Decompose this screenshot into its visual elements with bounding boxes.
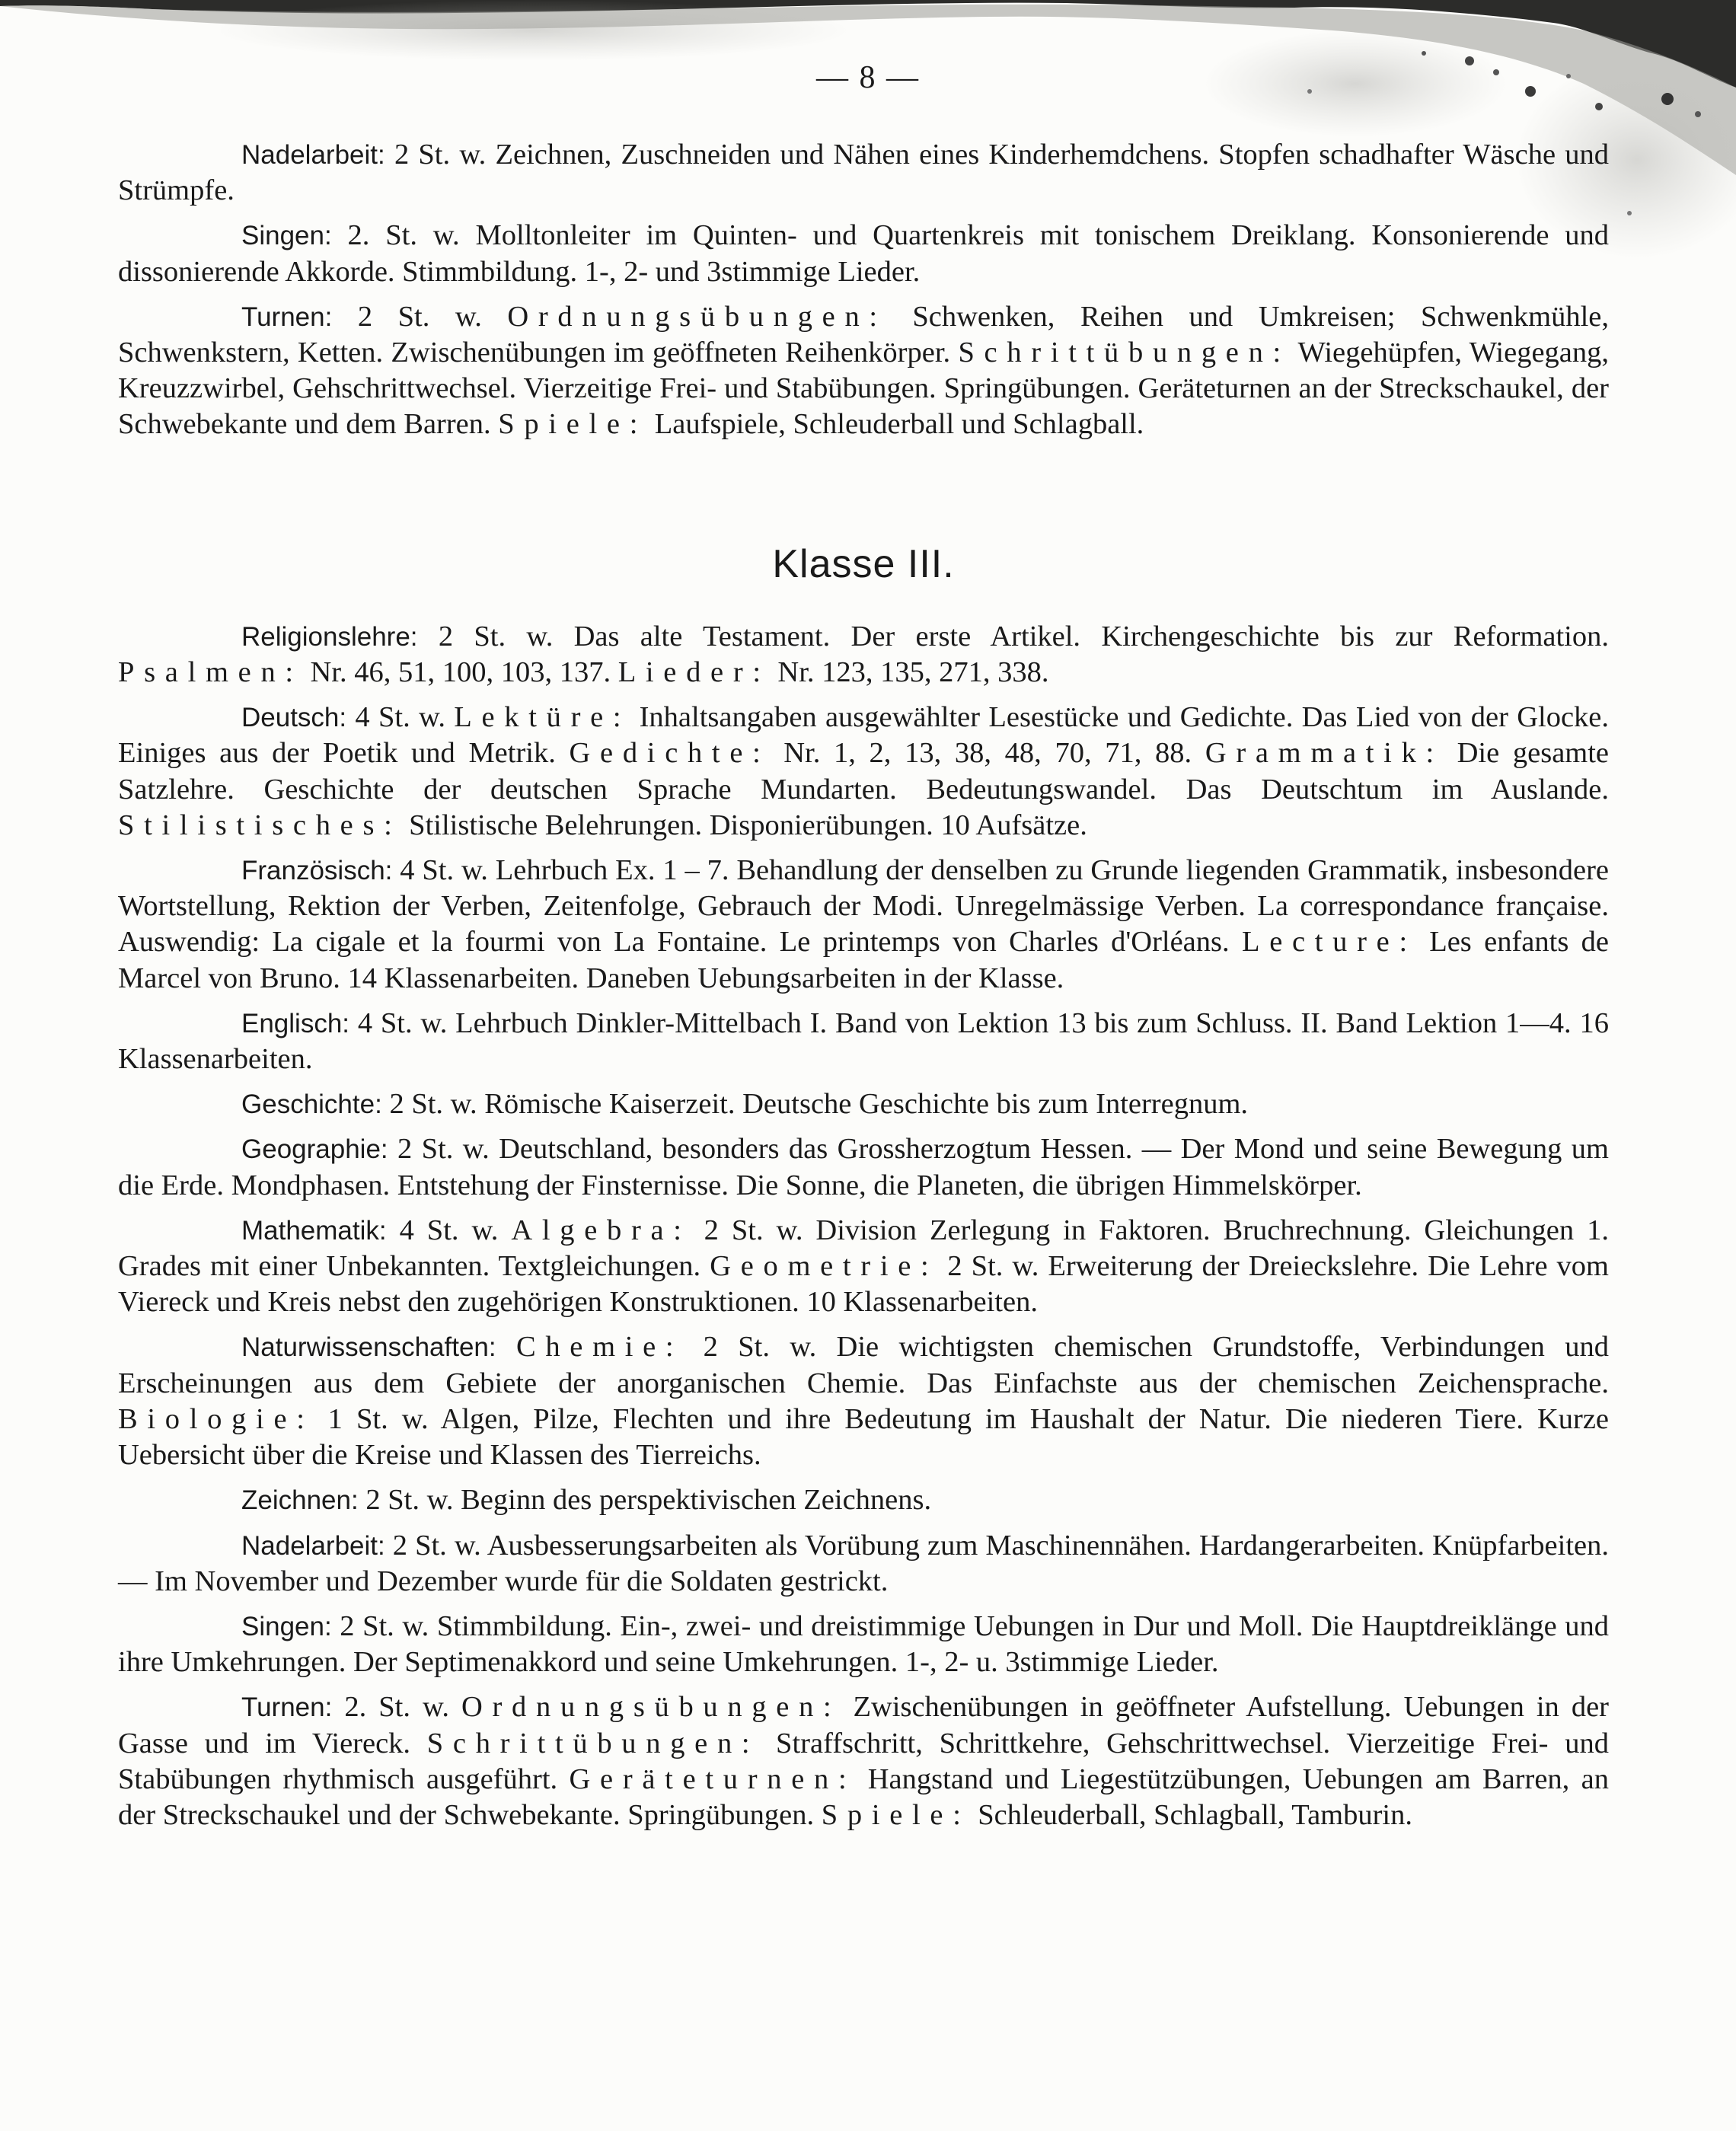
subject-paragraph [118,853,1609,997]
body-text: 2 St. w. Ausbesserungsarbeiten als Vorübung zum Maschinennähen. Hardangerarbeiten. Knüpfarbeiten. — Im November und Dezember wurde für die Soldaten gestrickt. [118,1529,1609,1597]
subject-label: Turnen: [241,1692,333,1723]
body-text: Die gesamte Satzlehre. Geschichte der deutschen Sprache Mundarten. Bedeutungswandel. Das Deutschtum im Auslande. [118,737,1610,806]
body-text: Inhaltsangaben ausgewählter Lesestücke und Gedichte. Das Lied von der Glocke. Einiges aus der Poetik und Metrik. [118,701,1609,770]
body-text: Schwenken, Reihen und Umkreisen; Schwenkmühle, Schwenkstern, Ketten. Zwischenübungen im geöffneten Reihenkörper. [118,300,1609,369]
subject-paragraph [118,137,1609,209]
subject-label: Naturwissenschaften: [241,1332,496,1363]
subject-label: Geschichte: [241,1089,382,1120]
topic-label: Algebra: [511,1214,691,1246]
topic-label: Schrittübungen: [958,337,1291,369]
topic-label: Spiele: [498,408,648,441]
topic-label: Psalmen: [118,656,303,689]
body-text: Les enfants de Marcel von Bruno. 14 Klassenarbeiten. Daneben Uebungsarbeiten in der Klasse. [118,926,1609,994]
topic-label: Lecture: [1241,926,1417,959]
subject-label: Deutsch: [241,703,347,733]
section-previous-class [118,137,1609,443]
subject-paragraph [118,1689,1609,1833]
body-text: 2 St. w. Römische Kaiserzeit. Deutsche Geschichte bis zum Interregnum. [381,1088,1249,1121]
page-number: — 8 — [816,60,920,95]
topic-label: Geometrie: [710,1250,939,1283]
body-text: Schleuderball, Schlagball, Tamburin. [970,1798,1413,1831]
subject-paragraph [118,1329,1609,1473]
body-text: 4 St. w. [346,701,455,734]
body-text: 4 St. w. [386,1214,512,1246]
body-text: 2 St. w. Division Zerlegung in Faktoren. Bruchrechnung. Gleichungen 1. Grades mit einer Unbekannten. Textgleichungen. [118,1214,1609,1283]
body-text: Nr. 46, 51, 100, 103, 137. [302,656,618,689]
topic-label: Schrittübungen: [426,1727,760,1759]
body-text: Hangstand und Liegestützübungen, Uebungen am Barren, an der Streckschaukel und der Schwebekante. Springübungen. [118,1763,1610,1831]
body-text: Straffschritt, Schrittkehre, Gehschrittwechsel. Vierzeitige Frei- und Stabübungen rhythmisch ausgeführt. [118,1727,1609,1795]
body-text: 4 St. w. Lehrbuch Dinkler-Mittelbach I. Band von Lektion 13 bis zum Schluss. II. Band Lektion 1—4. 16 Klassenarbeiten. [118,1006,1609,1076]
topic-label: Lieder: [617,656,771,689]
subject-paragraph [118,619,1609,691]
subject-label: Nadelarbeit: [241,1530,385,1561]
subject-paragraph [118,218,1609,289]
body-text: 1 St. w. Algen, Pilze, Flechten und ihre Bedeutung im Haushalt der Natur. Die niederen Tiere. Kurze Uebersicht über die Kreise und Klassen des Tierreichs. [118,1402,1609,1472]
topic-label: Ordnungsübungen: [507,300,887,333]
body-text: 2 St. w. Erweiterung der Dreieckslehre. Die Lehre vom Viereck und Kreis nebst den zugehörigen Konstruktionen. 10 Klassenarbeiten. [118,1250,1609,1319]
topic-label: Grammatik: [1205,737,1444,770]
class-heading: Klasse III. [772,541,955,586]
body-text: 4 St. w. Lehrbuch Ex. 1 – 7. Behandlung der denselben zu Grunde liegenden Grammatik, insbesondere Wortstellung, Rektion der Verben, Zeitenfolge, Gebrauch der Modi. Unregelmässige Verben. La correspondance française. Auswendig: La cigale et la fourmi von La Fontaine. Le printemps von Charles d'Orléans. [118,854,1609,959]
subject-label: Nadelarbeit: [241,140,385,170]
body-text: 2 St. w. Die wichtigsten chemischen Grundstoffe, Verbindungen und Erscheinungen aus dem Gebiete der anorganischen Chemie. Das Einfachste aus der chemischen Zeichensprache. [118,1331,1609,1399]
body-text: Stilistische Belehrungen. Disponierübungen. 10 Aufsätze. [401,809,1087,841]
topic-label: Lektüre: [454,701,631,734]
subject-label: Englisch: [241,1008,350,1038]
subject-label: Französisch: [241,856,393,886]
subject-label: Religionslehre: [241,621,418,652]
document-body [118,137,1609,1833]
body-text: 2 St. w. Zeichnen, Zuschneiden und Nähen eines Kinderhemdchens. Stopfen schadhafter Wäsche und Strümpfe. [118,139,1609,207]
section-klasse-iii [118,619,1609,1833]
body-text: 2 St. w. [332,300,508,333]
topic-label: Geräteturnen: [569,1763,857,1795]
subject-paragraph [118,1006,1609,1077]
body-text [496,1331,516,1363]
body-text: 2 St. w. Stimmbildung. Ein-, zwei- und dreistimmige Uebungen in Dur und Moll. Die Hauptdreiklänge und ihre Umkehrungen. Der Septimenakkord und seine Umkehrungen. 1-, 2- u. 3stimmige Lieder. [118,1609,1609,1679]
subject-paragraph [118,1609,1609,1680]
topic-label: Biologie: [118,1402,314,1435]
subject-label: Singen: [241,1611,332,1641]
subject-label: Mathematik: [241,1215,387,1246]
body-text: 2 St. w. Deutschland, besonders das Grossherzogtum Hessen. — Der Mond und seine Bewegung um die Erde. Mondphasen. Entstehung der Finsternisse. Die Sonne, die Planeten, die übrigen Himmelskörper. [118,1133,1609,1201]
subject-paragraph [118,299,1609,443]
subject-label: Singen: [241,221,332,251]
body-text: Wiegehüpfen, Wiegegang, Kreuzzwirbel, Gehschrittwechsel. Vierzeitige Frei- und Stabübungen. Springübungen. Geräteturnen an der Streckschaukel, der Schwebekante und dem Barren. [118,337,1609,441]
subject-label: Turnen: [241,301,333,332]
subject-paragraph [118,1213,1609,1321]
subject-label: Zeichnen: [241,1485,359,1516]
subject-label: Geographie: [241,1134,388,1165]
subject-paragraph [118,1131,1609,1203]
subject-paragraph [118,700,1609,844]
topic-label: Stilistisches: [118,809,402,841]
topic-label: Spiele: [821,1798,971,1831]
body-text: 2 St. w. Das alte Testament. Der erste Artikel. Kirchengeschichte bis zur Reformation. [417,620,1609,652]
body-text: Zwischenübungen in geöffneter Aufstellung. Uebungen in der Gasse und im Viereck. [118,1691,1609,1759]
body-text: Laufspiele, Schleuderball und Schlagball. [647,408,1144,441]
body-text: 2. St. w. [332,1691,462,1724]
body-text: Nr. 1, 2, 13, 38, 48, 70, 71, 88. [770,737,1205,770]
subject-paragraph [118,1528,1609,1600]
body-text: 2 St. w. Beginn des perspektivischen Zeichnens. [358,1484,932,1517]
topic-label: Chemie: [515,1331,684,1364]
topic-label: Gedichte: [569,737,771,770]
topic-label: Ordnungsübungen: [461,1691,841,1724]
body-text: 2. St. w. Molltonleiter im Quinten- und Quartenkreis mit tonischem Dreiklang. Konsonierende und dissonierende Akkorde. Stimmbildung. 1-, 2- und 3stimmige Lieder. [118,219,1609,288]
subject-paragraph [118,1482,1609,1518]
body-text: Nr. 123, 135, 271, 338. [770,656,1049,689]
subject-paragraph [118,1086,1609,1122]
